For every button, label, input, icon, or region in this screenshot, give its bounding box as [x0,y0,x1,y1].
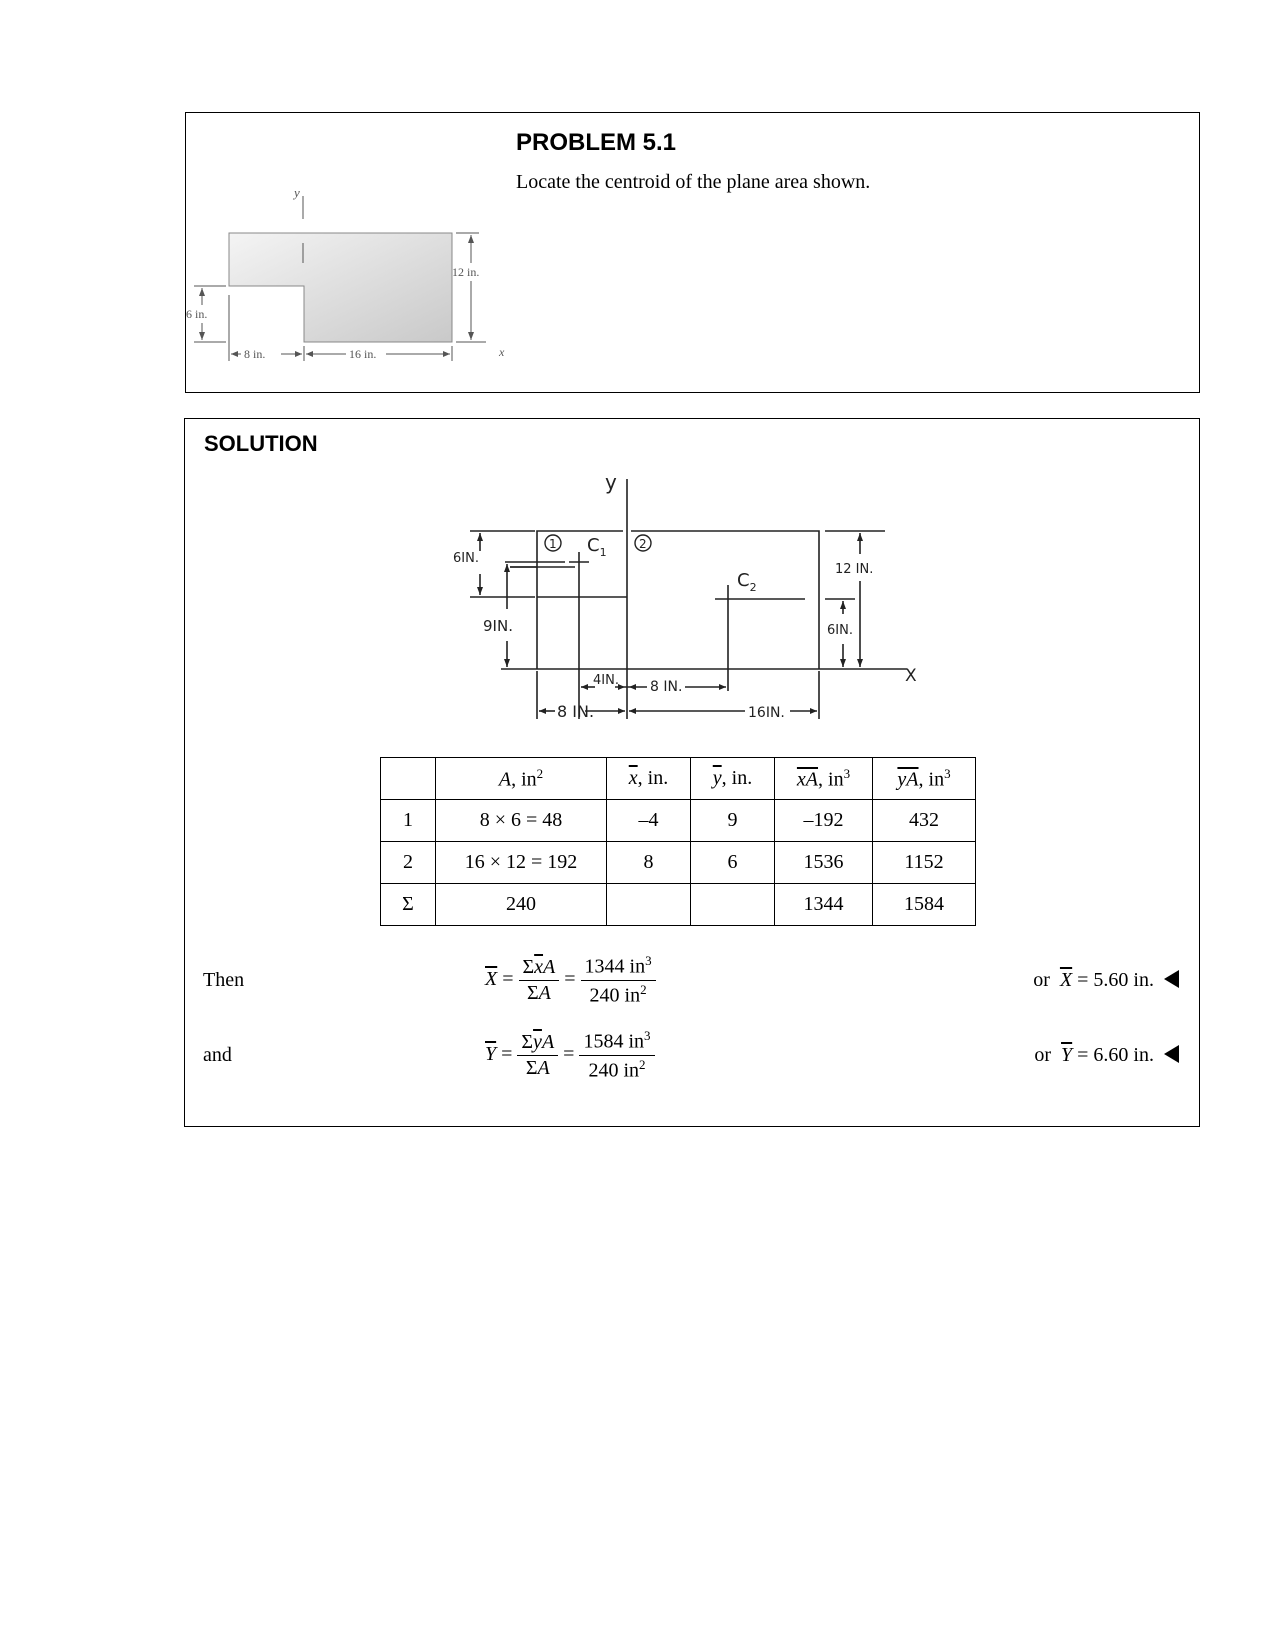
sketch-axis-x: X [905,666,917,686]
result-ybar: or $\overline{Y} = 6.60$ in. [1034,1044,1179,1067]
row-xa: 1344 [775,884,873,926]
eq-ybar: $\overline{Y}$ = $\frac{\Sigma\overline{y}A}{\Sigma A}$ = $\frac{1584 in^3}{240 in^2}$ [485,1028,655,1082]
row-ya: 1152 [873,842,976,884]
table-header-ybar: $\overline{y}$, in. [691,758,775,800]
plane-area-shape [229,233,452,342]
sketch-dim-4in: 4IN. [593,673,619,688]
row-ya: 1584 [873,884,976,926]
row-ybar [691,884,775,926]
centroid-table [380,757,976,926]
sketch-dim-6in-left: 6IN. [453,551,479,566]
row-id: Σ [381,884,436,926]
row-xa: –192 [775,800,873,842]
row-xbar [607,884,691,926]
fig-dim-8in: 8 in. [244,347,266,361]
sketch-dim-9in: 9IN. [483,617,513,635]
answer-marker-icon [1164,970,1179,988]
fig-axis-x: x [499,345,505,359]
row-area: 16 × 12 = 192 [436,842,607,884]
and-label: and [203,1044,232,1066]
sketch-dim-8in-bottom: 8 IN. [557,702,595,721]
problem-title: PROBLEM 5.1 [516,129,677,156]
result-xbar: or $\overline{X} = 5.60$ in. [1033,969,1179,992]
row-xbar: 8 [607,842,691,884]
answer-marker-icon [1164,1045,1179,1063]
table-header-xa: $\overline{xA}$, $in^3$ [775,758,873,800]
sketch-dim-12in: 12 IN. [835,562,874,577]
then-label: Then [203,969,245,991]
table-header-ya: $\overline{yA}$, $in^3$ [873,758,976,800]
fig-axis-y: y [294,185,300,200]
problem-text: Locate the centroid of the plane area shown. [516,171,871,193]
solution-sketch [185,419,1199,739]
sketch-region-2: 2 [639,537,647,551]
row-id: 1 [381,800,436,842]
solution-title: SOLUTION [204,431,318,456]
row-id: 2 [381,842,436,884]
solution-box [184,418,1200,1127]
table-row [381,842,976,884]
row-xa: 1536 [775,842,873,884]
row-xbar: –4 [607,800,691,842]
sketch-dim-6in-right: 6IN. [827,623,853,638]
sketch-dim-16in: 16IN. [748,705,785,721]
table-header-xbar: $\overline{x}$, in. [607,758,691,800]
row-ya: 432 [873,800,976,842]
fig-dim-6in: 6 in. [186,307,208,321]
fig-dim-12in: 12 in. [452,265,480,279]
problem-box [185,112,1200,393]
table-header-area: A, $in^2$ [436,758,607,800]
sketch-c1: $C_1$ [587,535,607,559]
sketch-c2: $C_2$ [737,570,757,594]
sketch-dim-8in-top: 8 IN. [650,679,683,695]
row-ybar: 6 [691,842,775,884]
row-area: 240 [436,884,607,926]
table-row [381,800,976,842]
row-area: 8 × 6 = 48 [436,800,607,842]
problem-figure [186,113,516,392]
table-row-sum [381,884,976,926]
table-header-row [381,758,976,800]
sketch-region-1: 1 [549,537,557,551]
eq-xbar: $\overline{X}$ = $\frac{\Sigma\overline{x}A}{\Sigma A}$ = $\frac{1344 in^3}{240 in^2}$ [485,953,656,1007]
row-ybar: 9 [691,800,775,842]
sketch-axis-y: y [605,470,617,494]
table-header-id [381,758,436,800]
fig-dim-16in: 16 in. [349,347,377,361]
